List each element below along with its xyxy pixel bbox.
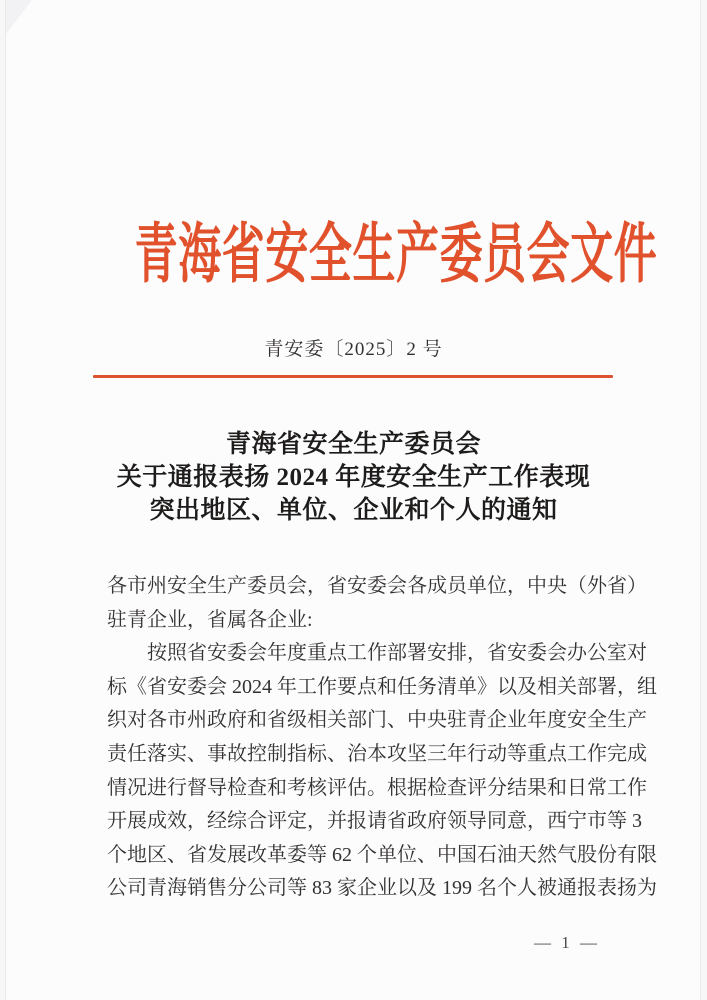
scan-corner-artifact	[6, 0, 32, 34]
body-line: 公司青海销售分公司等 83 家企业以及 199 名个人被通报表扬为	[107, 877, 657, 900]
issuing-authority-title: 青海省安全生产委员会文件	[134, 219, 658, 291]
body-line: 开展成效，经综合评定，并报请省政府领导同意，西宁市等 3	[107, 810, 642, 833]
document-reference-number: 青安委〔2025〕2 号	[264, 339, 443, 360]
document-title-line-1: 青海省安全生产委员会	[225, 431, 481, 458]
body-line: 标《省安委会 2024 年工作要点和任务清单》以及相关部署，组	[107, 675, 657, 698]
body-line: 驻青企业，省属各企业:	[107, 608, 313, 631]
page-number: — 1 —	[534, 933, 600, 952]
body-line: 按照省安委会年度重点工作部署安排，省安委会办公室对	[147, 642, 647, 665]
body-line: 个地区、省发展改革委等 62 个单位、中国石油天然气股份有限	[107, 843, 657, 866]
body-line: 情况进行督导检查和考核评估。根据检查评分结果和日常工作	[107, 776, 647, 799]
body-line: 织对各市州政府和省级相关部门、中央驻青企业年度安全生产	[107, 709, 647, 732]
document-title-line-3: 突出地区、单位、企业和个人的通知	[149, 497, 558, 524]
document-title	[0, 428, 707, 527]
body-line: 各市州安全生产委员会，省安委会各成员单位，中央（外省）	[107, 575, 647, 597]
document-header-banner	[0, 201, 707, 295]
red-separator-line	[93, 375, 613, 378]
document-body	[107, 570, 657, 906]
body-line: 责任落实、事故控制指标、治本攻坚三年行动等重点工作完成	[107, 742, 647, 765]
document-title-line-2: 关于通报表扬 2024 年度安全生产工作表现	[116, 464, 591, 491]
